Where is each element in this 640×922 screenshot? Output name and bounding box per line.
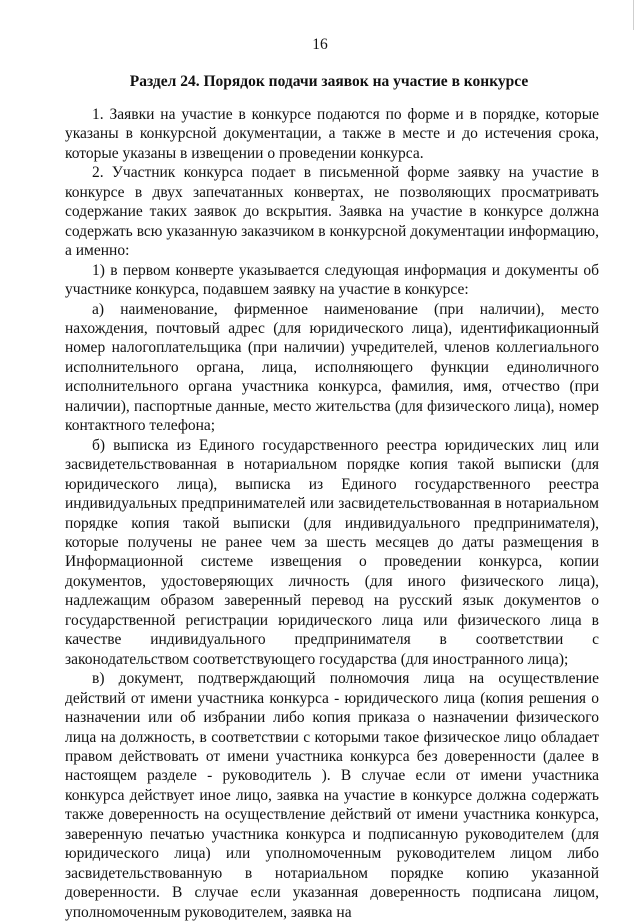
section-title: Раздел 24. Порядок подачи заявок на участие в конкурсе	[129, 73, 529, 90]
paragraph-subitem-a: а) наименование, фирменное наименование (при наличии), место нахождения, почтовый адрес (для юридического лица), идентификационный номер налогоплательщика (при наличии) учредителей, членов коллегиального исполнительного органа, лица, исполняющего функции единоличного исполнительного органа участника конкурса, фамилия, имя, отчество (при наличии), паспортные данные, место жительства (для физического лица), номер контактного телефона;	[65, 300, 599, 435]
page-number: 16	[312, 36, 328, 53]
paragraph-1: 1. Заявки на участие в конкурсе подаются по форме и в порядке, которые указаны в конкурсной документации, а также в месте и до истечения срока, которые указаны в извещении о проведении конкурса.	[65, 106, 599, 162]
page-edge-mark	[633, 0, 640, 30]
paragraph-subitem-b: б) выписка из Единого государственного реестра юридических лиц или засвидетельствованная в нотариальном порядке копия такой выписки (для юридического лица), выписка из Единого государственного реестра индивидуальных предпринимателей или засвидетельствованная в нотариальном порядке копия такой выписки (для индивидуального предпринимателя), которые получены не ранее чем за шесть месяцев до даты размещения в Информационной системе извещения о проведении конкурса, копии документов, удостоверяющих личность (для иного физического лица), надлежащим образом заверенный перевод на русский язык документов о государственной регистрации юридического лица или физического лица в качестве индивидуального предпринимателя в соответствии с законодательством соответствующего государства (для иностранного лица);	[65, 436, 599, 668]
paragraph-subitem-v: в) документ, подтверждающий полномочия лица на осуществление действий от имени участника конкурса - юридического лица (копия решения о назначении или об избрании либо копия приказа о назначении физического лица на должность, в соответствии с которыми такое физическое лицо обладает правом действовать от имени участника конкурса без доверенности (далее в настоящем разделе - руководитель ). В случае если от имени участника конкурса действует иное лицо, заявка на участие в конкурсе должна содержать также доверенность на осуществление действий от имени участника конкурса, заверенную печатью участника конкурса и подписанную руководителем (для юридического лица) или уполномоченным руководителем лицом либо засвидетельствованную в нотариальном порядке копию указанной доверенности. В случае если указанная доверенность подписана лицом, уполномоченным руководителем, заявка на	[65, 670, 599, 921]
paragraph-2: 2. Участник конкурса подает в письменной форме заявку на участие в конкурсе в двух запечатанных конвертах, не позволяющих просматривать содержание таких заявок до вскрытия. Заявка на участие в конкурсе должна содержать всю указанную заказчиком в конкурсной документации информацию, а именно:	[65, 164, 599, 260]
paragraph-subitem-1: 1) в первом конверте указывается следующая информация и документы об участнике конкурса, подавшем заявку на участие в конкурсе:	[65, 261, 599, 299]
document-body	[65, 105, 599, 922]
